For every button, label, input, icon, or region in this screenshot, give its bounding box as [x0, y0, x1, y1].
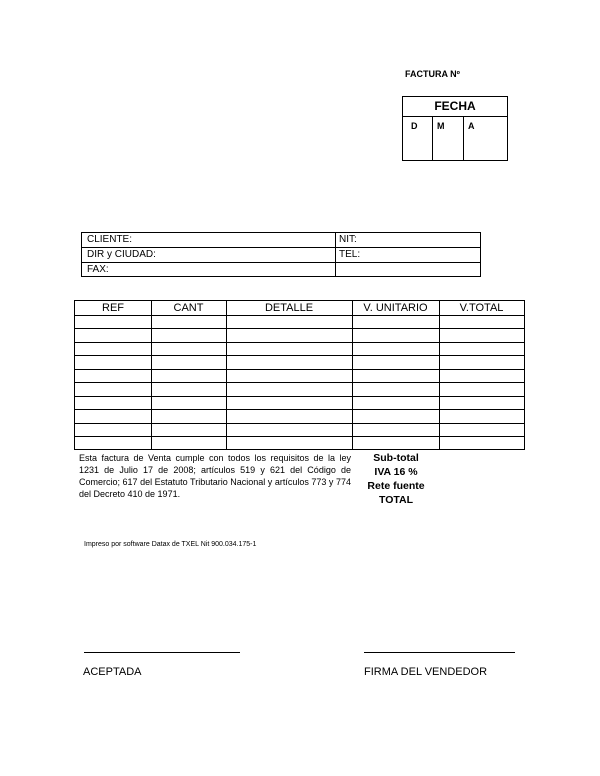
- fecha-box: [402, 96, 508, 161]
- column-divider: [352, 301, 353, 449]
- row-divider: [75, 423, 524, 424]
- impreso-footer: Impreso por software Datax de TXEL Nit 900.034.175-1: [84, 541, 257, 548]
- row-divider: [75, 328, 524, 329]
- nit-cell: [335, 232, 481, 247]
- client-row-dir: [82, 248, 480, 263]
- aceptada-label: ACEPTADA: [83, 666, 142, 678]
- fax-label: FAX:: [87, 264, 109, 275]
- rete-fuente-label: Rete fuente: [367, 480, 425, 492]
- row-divider: [75, 382, 524, 383]
- row-divider: [75, 355, 524, 356]
- fax-right-cell: [335, 262, 481, 277]
- signature-line-vendedor: [364, 652, 515, 653]
- dir-ciudad-label: DIR y CIUDAD:: [87, 249, 156, 260]
- column-divider: [151, 301, 152, 449]
- items-table: [74, 300, 525, 450]
- iva-label: IVA 16 %: [374, 466, 418, 478]
- client-row-fax: [82, 263, 480, 278]
- col-header-cant: CANT: [173, 302, 204, 314]
- col-header-detalle: DETALLE: [264, 302, 314, 314]
- fecha-day-cell: D: [403, 116, 433, 160]
- legal-notice: Esta factura de Venta cumple con todos los requisitos de la ley 1231 de Julio 17 de 2008; artículos 519 y 621 del Código de Comercio; 617 del Estatuto Tributario Nacional y artículos 773 y 774 del Decreto 410 de 1971.: [79, 453, 351, 499]
- row-divider: [75, 369, 524, 370]
- nit-label: NIT:: [339, 234, 357, 245]
- fecha-title: FECHA: [403, 97, 507, 117]
- col-header-ref: REF: [102, 302, 124, 314]
- factura-number-label: FACTURA Nº: [405, 69, 460, 79]
- row-divider: [75, 436, 524, 437]
- client-row-cliente: [82, 233, 480, 248]
- signature-line-aceptada: [84, 652, 240, 653]
- column-divider: [439, 301, 440, 449]
- row-divider: [75, 342, 524, 343]
- col-header-v-unitario: V. UNITARIO: [363, 302, 428, 314]
- firma-vendedor-label: FIRMA DEL VENDEDOR: [364, 666, 488, 678]
- column-divider: [226, 301, 227, 449]
- col-header-v-total: V.TOTAL: [459, 302, 504, 314]
- tel-label: TEL:: [339, 249, 361, 260]
- subtotal-label: Sub-total: [373, 452, 419, 464]
- fecha-month-cell: M: [433, 116, 464, 160]
- row-divider: [75, 396, 524, 397]
- fecha-year-cell: A: [468, 121, 475, 131]
- tel-cell: [335, 247, 481, 262]
- row-divider: [75, 409, 524, 410]
- totals-block: [356, 451, 436, 507]
- cliente-label: CLIENTE:: [87, 234, 133, 245]
- client-info-box: [81, 232, 481, 277]
- row-divider: [75, 315, 524, 316]
- total-label: TOTAL: [378, 494, 414, 506]
